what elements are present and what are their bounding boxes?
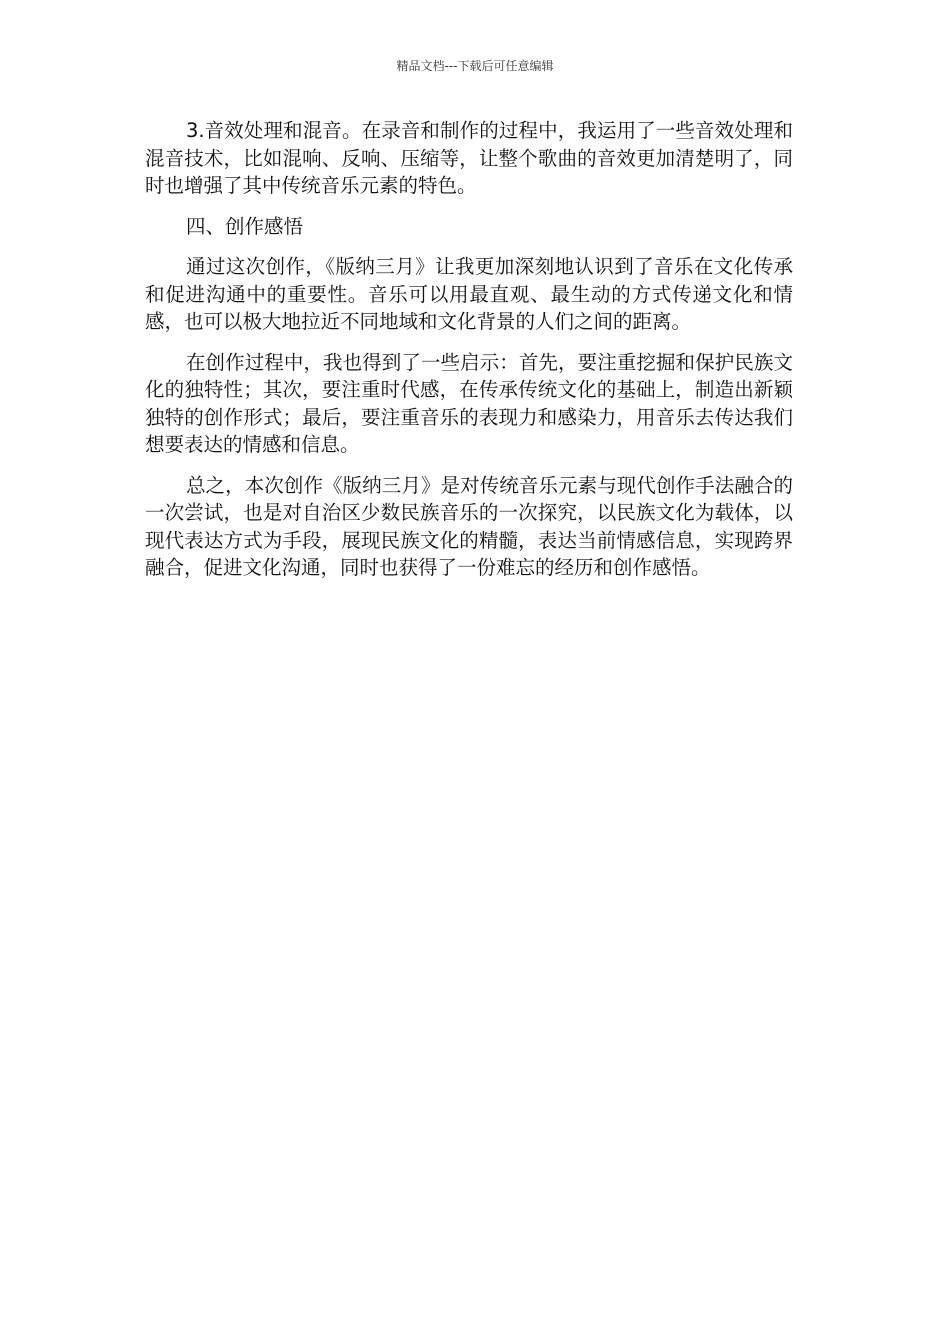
document-body bbox=[145, 117, 793, 595]
paragraph-audio-processing: 3.音效处理和混音。在录音和制作的过程中，我运用了一些音效处理和混音技术，比如混响、反响、压缩等，让整个歌曲的音效更加清楚明了，同时也增强了其中传统音乐元素的特色。 bbox=[145, 119, 793, 197]
page-header: 精品文档---下载后可任意编辑 bbox=[396, 59, 554, 73]
section-heading-reflection: 四、创作感悟 bbox=[185, 214, 303, 238]
paragraph-creation-insight: 通过这次创作，《版纳三月》让我更加深刻地认识到了音乐在文化传承和促进沟通中的重要性。音乐可以用最直观、最生动的方式传递文化和情感，也可以极大地拉近不同地域和文化背景的人们之间的距离。 bbox=[145, 255, 793, 333]
paragraph-inspiration: 在创作过程中，我也得到了一些启示：首先，要注重挖掘和保护民族文化的独特性；其次，要注重时代感，在传承传统文化的基础上，制造出新颖独特的创作形式；最后，要注重音乐的表现力和感染力，用音乐去传达我们想要表达的情感和信息。 bbox=[145, 350, 793, 456]
paragraph-conclusion: 总之，本次创作《版纳三月》是对传统音乐元素与现代创作手法融合的一次尝试，也是对自治区少数民族音乐的一次探究，以民族文化为载体，以现代表达方式为手段，展现民族文化的精髓，表达当前情感信息，实现跨界融合，促进文化沟通，同时也获得了一份难忘的经历和创作感悟。 bbox=[145, 473, 793, 579]
